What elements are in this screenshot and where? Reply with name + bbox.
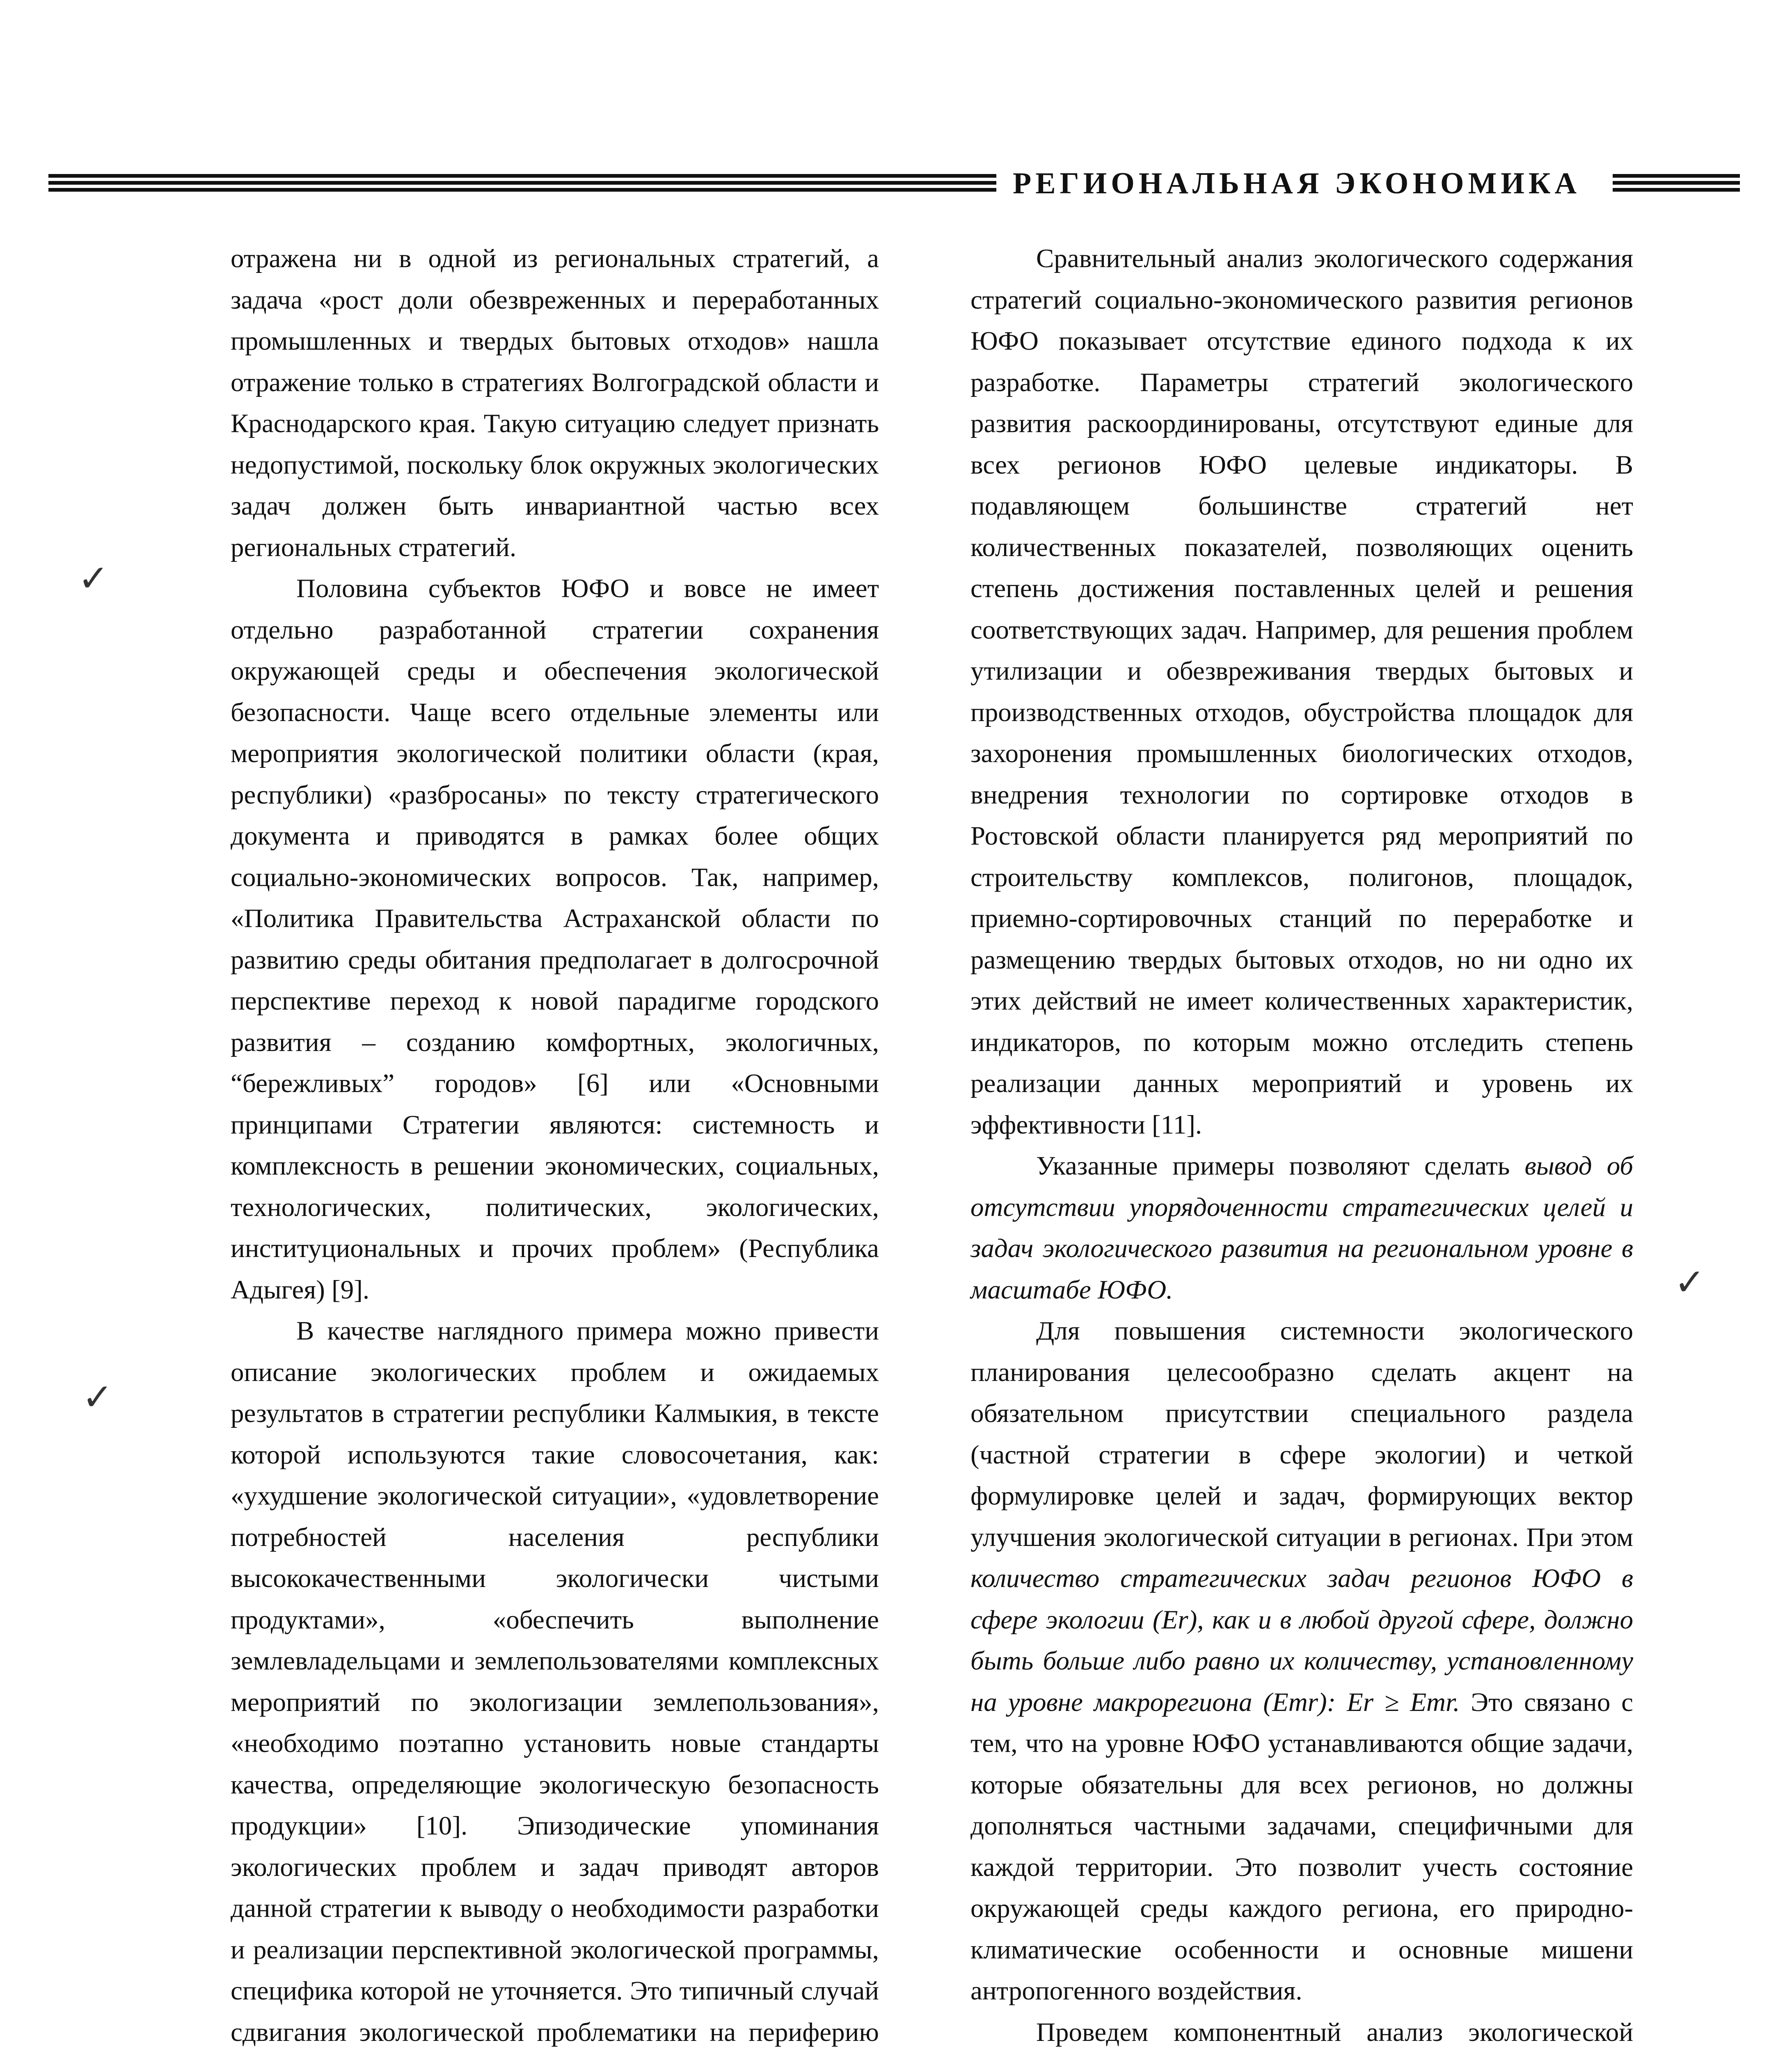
right-paragraph-2-italic: вывод об отсутствии упорядоченности стратегических целей и задач экологического развития на региональном уровне в масштабе ЮФО. xyxy=(970,1151,1633,1305)
right-paragraph-3 xyxy=(970,1310,1633,2012)
margin-check-mark: ✓ xyxy=(78,557,109,600)
right-paragraph-3-tail: Это связано с тем, что на уровне ЮФО устанавливаются общие задачи, которые обязательны для всех регионов, но должны дополняться частными задачами, специфичными для каждой территории. Это позволит учесть состояние окружающей среды каждого региона, его природно-климатические особенности и основные мишени антропогенного воздействия. xyxy=(970,1687,1633,2006)
left-column xyxy=(231,238,879,2052)
right-paragraph-3-italic: количество стратегических задач регионов ЮФО в сфере экологии (Er), как и в любой другой сфере, должно быть больше либо равно их количеству, установленному на уровне макрорегиона (Emr): Er ≥ Emr. xyxy=(970,1564,1633,1717)
header-rule-left xyxy=(48,174,996,192)
left-paragraph-2: Половина субъектов ЮФО и вовсе не имеет отдельно разработанной стратегии сохранения окружающей среды и обеспечения экологической безопасности. Чаще всего отдельные элементы или мероприятия экологической политики области (края, республики) «разбросаны» по тексту стратегического документа и приводятся в рамках более общих социально-экономических вопросов. Так, например, «Политика Правительства Астраханской области по развитию среды обитания предполагает в долгосрочной перспективе переход к новой парадигме городского развития – созданию комфортных, экологичных, “бережливых” городов» [6] или «Основными принципами Стратегии являются: системность и комплексность в решении экономических, социальных, технологических, политических, экологических, институциональных и прочих проблем» (Республика Адыгея) [9]. xyxy=(231,574,879,1305)
right-paragraph-2 xyxy=(970,1145,1633,1310)
left-paragraph-3: В качестве наглядного примера можно привести описание экологических проблем и ожидаемых результатов в стратегии республики Калмыкия, в тексте которой используются такие словосочетания, как: «ухудшение экологической ситуации», «удовлетворение потребностей населения республики высококачественными экологически чистыми продуктами», «обеспечить выполнение землевладельцами и землепользователями комплексных мероприятий по экологизации землепользования», «необходимо поэтапно установить новые стандарты качества, определяющие экологическую безопасность продукции» [10]. Эпизодические упоминания экологических проблем и задач приводят авторов данной стратегии к выводу о необходимости разработки и реализации перспективной экологической программы, специфика которой не уточняется. Это типичный случай сдвигания экологической проблематики на периферию xyxy=(231,1316,879,2047)
right-paragraph-4: Проведем компонентный анализ экологической xyxy=(1036,2017,1633,2047)
header-rule-right xyxy=(1613,174,1740,192)
section-title: РЕГИОНАЛЬНАЯ ЭКОНОМИКА xyxy=(1013,167,1581,200)
right-paragraph-3-lead: Для повышения системности экологического планирования целесообразно сделать акцент на обязательном присутствии специального раздела (частной стратегии в сфере экологии) и четкой формулировке целей и задач, формирующих вектор улучшения экологической ситуации в регионах. При этом xyxy=(970,1316,1633,1552)
right-column xyxy=(970,238,1633,2052)
right-paragraph-2-lead: Указанные примеры позволяют сделать xyxy=(1036,1151,1525,1181)
running-header xyxy=(48,165,1740,202)
left-paragraph-1: отражена ни в одной из региональных стратегий, а задача «рост доли обезвреженных и переработанных промышленных и твердых бытовых отходов» нашла отражение только в стратегиях Волгоградской области и Краснодарского края. Такую ситуацию следует признать недопустимой, поскольку блок окружных экологических задач должен быть инвариантной частью всех региональных стратегий. xyxy=(231,244,879,562)
margin-check-mark: ✓ xyxy=(1674,1261,1705,1304)
right-paragraph-1: Сравнительный анализ экологического содержания стратегий социально-экономического развития регионов ЮФО показывает отсутствие единого подхода к их разработке. Параметры стратегий экологического развития раскоординированы, отсутствуют единые для всех регионов ЮФО целевые индикаторы. В подавляющем большинстве стратегий нет количественных показателей, позволяющих оценить степень достижения поставленных целей и решения соответствующих задач. Например, для решения проблем утилизации и обезвреживания твердых бытовых и производственных отходов, обустройства площадок для захоронения промышленных биологических отходов, внедрения технологии по сортировке отходов в Ростовской области планируется ряд мероприятий по строительству комплексов, полигонов, площадок, приемно-сортировочных станций по переработке и размещению твердых бытовых отходов, но ни одно их этих действий не имеет количественных характеристик, индикаторов, по которым можно отследить степень реализации данных мероприятий и уровень их эффективности [11]. xyxy=(970,244,1633,1140)
margin-check-mark: ✓ xyxy=(82,1376,113,1419)
